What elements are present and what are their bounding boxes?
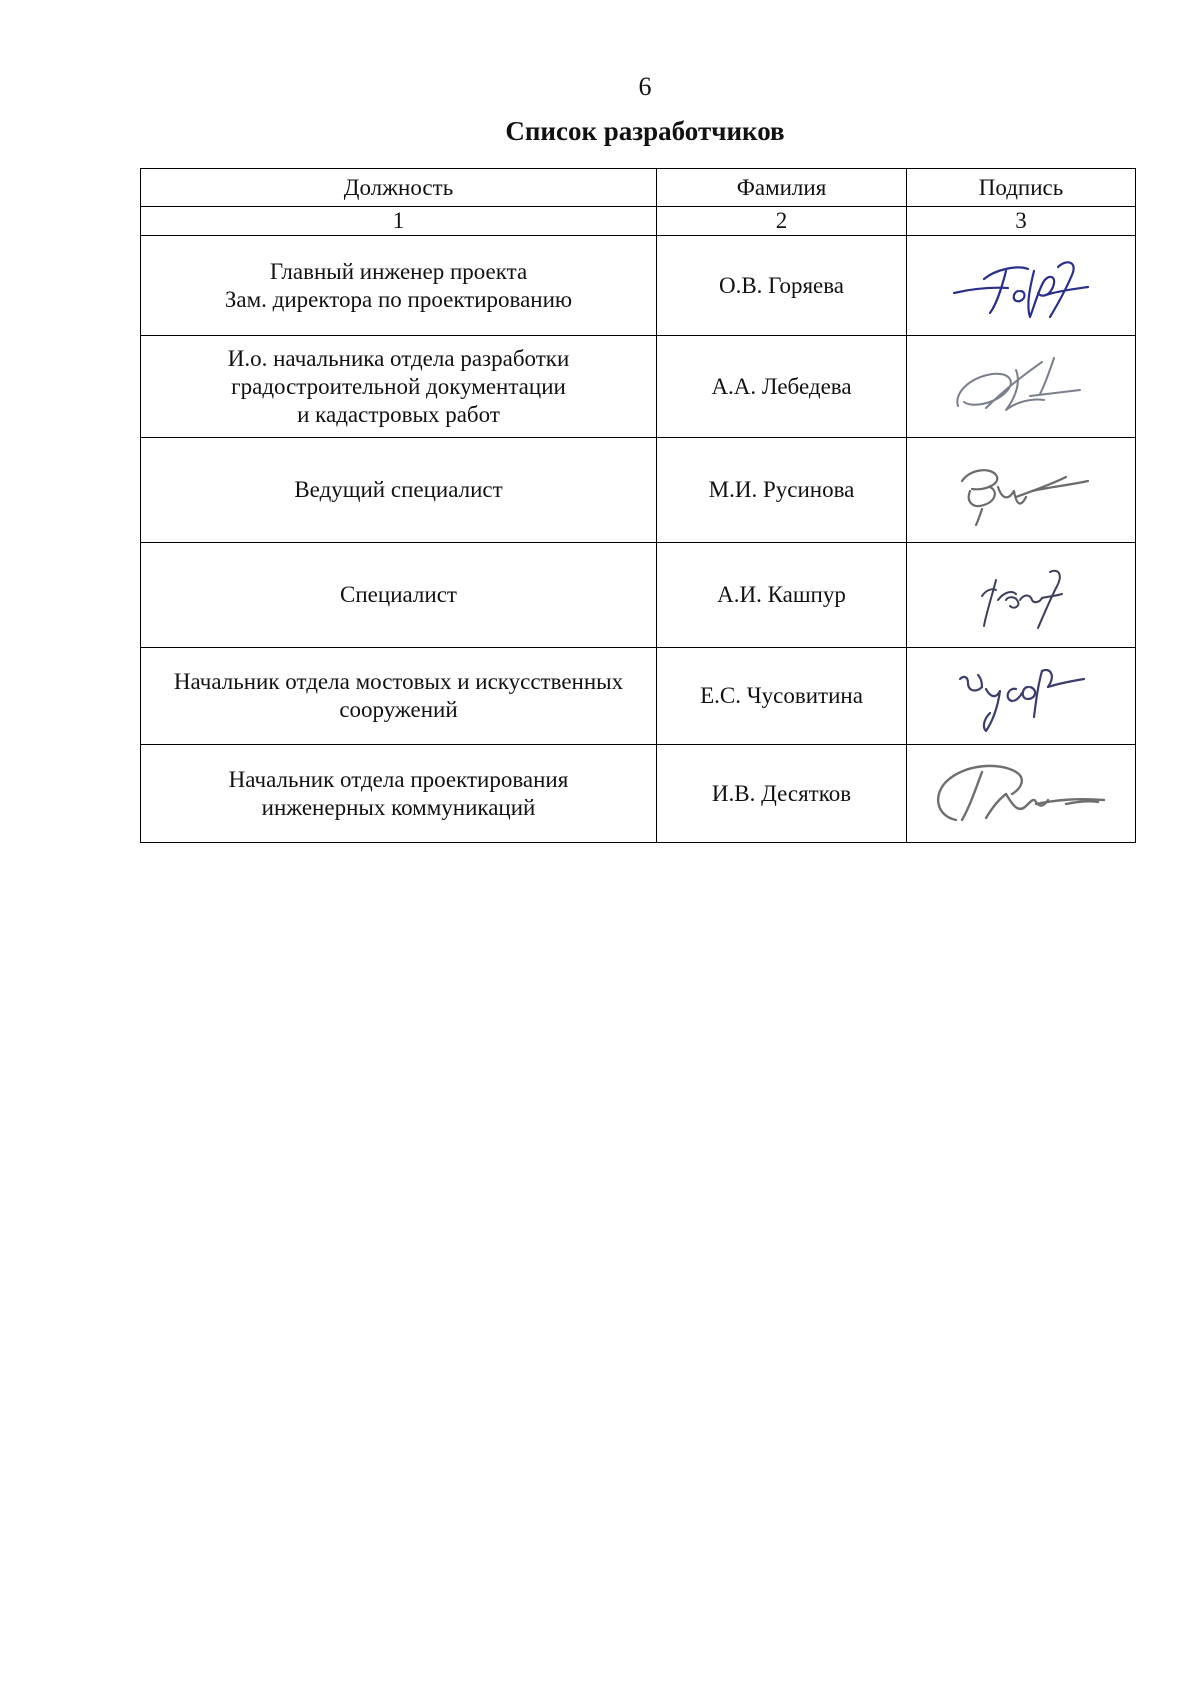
table-row <box>141 236 1136 336</box>
signature-image <box>946 247 1096 325</box>
developers-table <box>140 168 1136 843</box>
position-line: инженерных коммуникаций <box>261 794 536 820</box>
header-signature: Подпись <box>907 169 1136 207</box>
name-cell: Е.С. Чусовитина <box>657 648 907 745</box>
position-line: Зам. директора по проектированию <box>224 286 573 312</box>
signature-image <box>926 754 1116 834</box>
position-cell <box>141 745 657 843</box>
position-cell <box>141 336 657 438</box>
signature-cell <box>907 745 1136 843</box>
signature-cell <box>907 438 1136 543</box>
name-cell: А.А. Лебедева <box>657 336 907 438</box>
position-line: Ведущий специалист <box>294 477 503 502</box>
signature-cell <box>907 336 1136 438</box>
table-row <box>141 438 1136 543</box>
column-number: 2 <box>657 207 907 236</box>
position-line: Специалист <box>340 582 457 607</box>
signature-cell <box>907 236 1136 336</box>
header-position: Должность <box>141 169 657 207</box>
header-name: Фамилия <box>657 169 907 207</box>
table-row <box>141 648 1136 745</box>
signature-image <box>946 657 1096 735</box>
signature-image <box>946 556 1096 634</box>
column-number-row <box>141 207 1136 236</box>
position-cell <box>141 236 657 336</box>
table-row <box>141 336 1136 438</box>
position-cell <box>141 438 657 543</box>
signature-cell <box>907 543 1136 648</box>
position-cell <box>141 648 657 745</box>
name-cell: О.В. Горяева <box>657 236 907 336</box>
signature-image <box>946 451 1096 529</box>
page-number: 6 <box>638 72 652 101</box>
signature-cell <box>907 648 1136 745</box>
position-cell <box>141 543 657 648</box>
signature-image <box>946 348 1096 426</box>
position-line: Начальник отдела мостовых и искусственных <box>173 669 624 694</box>
position-line: Начальник отдела проектирования <box>228 766 569 792</box>
name-cell: М.И. Русинова <box>657 438 907 543</box>
table-row <box>141 543 1136 648</box>
document-title: Список разработчиков <box>505 116 785 146</box>
column-number: 1 <box>141 207 657 236</box>
position-line: и кадастровых работ <box>297 401 500 427</box>
position-line: градостроительной документации <box>231 373 566 399</box>
table-header-row <box>141 169 1136 207</box>
name-cell: И.В. Десятков <box>657 745 907 843</box>
position-line: И.о. начальника отдела разработки <box>227 345 570 371</box>
column-number: 3 <box>907 207 1136 236</box>
name-cell: А.И. Кашпур <box>657 543 907 648</box>
position-line: Главный инженер проекта <box>269 258 528 284</box>
table-row <box>141 745 1136 843</box>
position-line: сооружений <box>339 697 458 722</box>
